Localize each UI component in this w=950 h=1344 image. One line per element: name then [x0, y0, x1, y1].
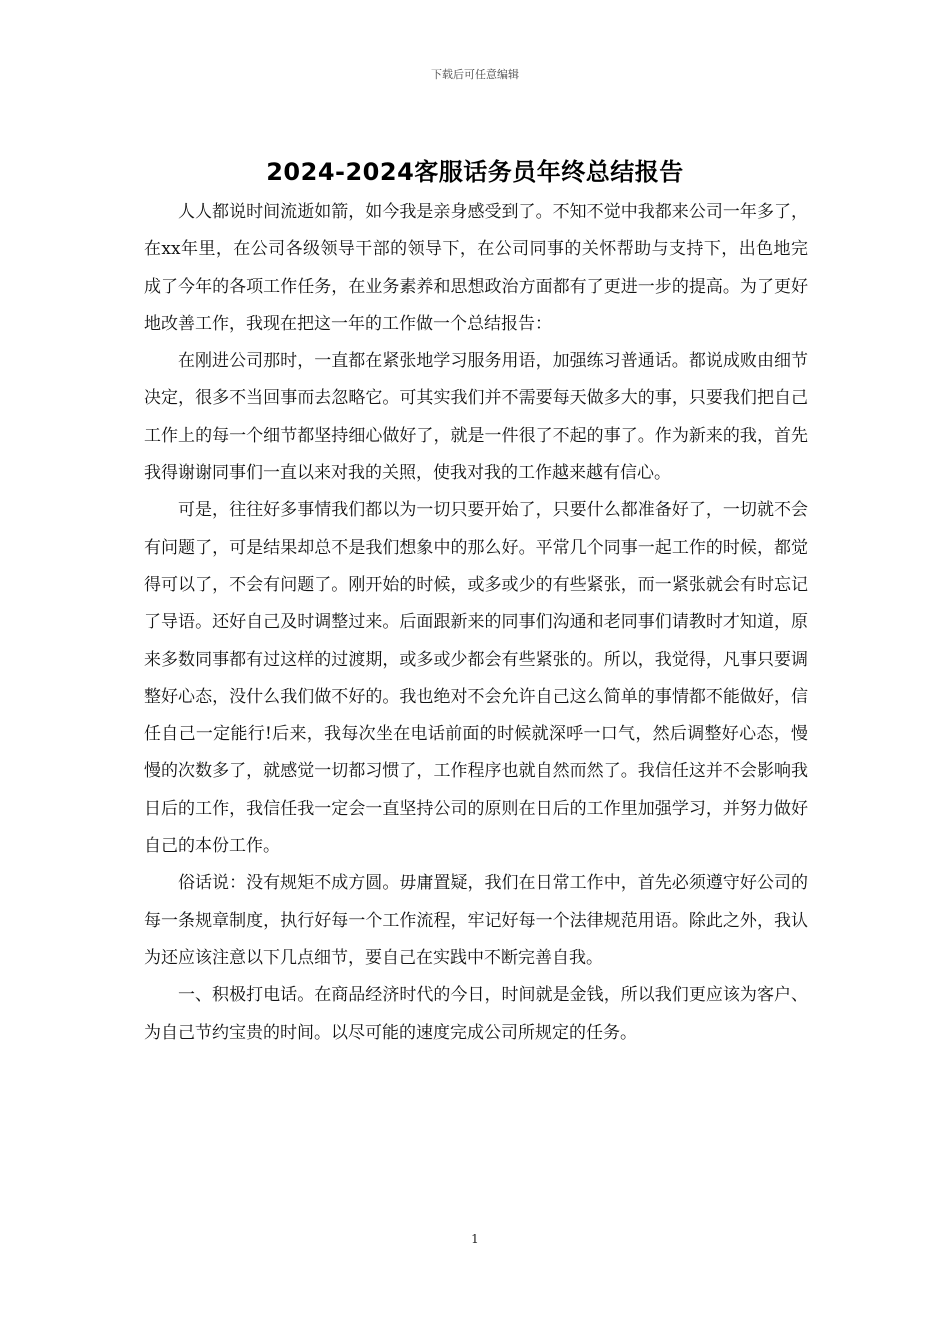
paragraph-rules: 俗话说：没有规矩不成方圆。毋庸置疑，我们在日常工作中，首先必须遵守好公司的每一条规章制度，执行好每一个工作流程，牢记好每一个法律规范用语。除此之外，我认为还应该注意以下几点细节，要自己在实践中不断完善自我。	[144, 873, 808, 968]
page-number: 1	[471, 1232, 479, 1246]
document-title: 2024-2024客服话务员年终总结报告	[266, 158, 684, 186]
document-body	[144, 194, 808, 1052]
paragraph-point-one: 一、积极打电话。在商品经济时代的今日，时间就是金钱，所以我们更应该为客户、为自己节约宝贵的时间。以尽可能的速度完成公司所规定的任务。	[144, 985, 808, 1043]
page-header-note: 下载后可任意编辑	[431, 68, 519, 81]
paragraph-learning: 在刚进公司那时，一直都在紧张地学习服务用语，加强练习普通话。都说成败由细节决定，很多不当回事而去忽略它。可其实我们并不需要每天做多大的事，只要我们把自己工作上的每一个细节都坚持细心做好了，就是一件很了不起的事了。作为新来的我，首先我得谢谢同事们一直以来对我的关照，使我对我的工作越来越有信心。	[144, 351, 808, 484]
paragraph-intro: 人人都说时间流逝如箭，如今我是亲身感受到了。不知不觉中我都来公司一年多了，在xx年里，在公司各级领导干部的领导下，在公司同事的关怀帮助与支持下，出色地完成了今年的各项工作任务，在业务素养和思想政治方面都有了更进一步的提高。为了更好地改善工作，我现在把这一年的工作做一个总结报告：	[144, 202, 808, 334]
paragraph-adjustment: 可是，往往好多事情我们都以为一切只要开始了，只要什么都准备好了，一切就不会有问题了，可是结果却总不是我们想象中的那么好。平常几个同事一起工作的时候，都觉得可以了，不会有问题了。刚开始的时候，或多或少的有些紧张，而一紧张就会有时忘记了导语。还好自己及时调整过来。后面跟新来的同事们沟通和老同事们请教时才知道，原来多数同事都有过这样的过渡期，或多或少都会有些紧张的。所以，我觉得，凡事只要调整好心态，没什么我们做不好的。我也绝对不会允许自己这么简单的事情都不能做好，信任自己一定能行!后来，我每次坐在电话前面的时候就深呼一口气，然后调整好心态，慢慢的次数多了，就感觉一切都习惯了，工作程序也就自然而然了。我信任这并不会影响我日后的工作，我信任我一定会一直坚持公司的原则在日后的工作里加强学习，并努力做好自己的本份工作。	[144, 500, 808, 857]
